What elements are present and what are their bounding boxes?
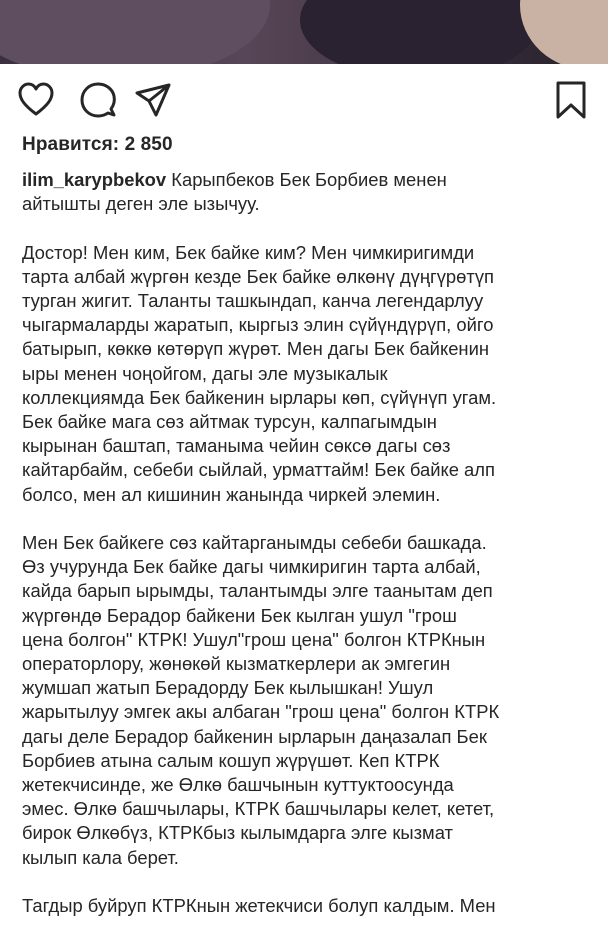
post-caption — [22, 168, 594, 942]
post-action-bar — [0, 80, 608, 120]
bookmark-icon[interactable] — [551, 80, 591, 120]
caption-line: кылып кала берет. — [22, 846, 179, 868]
photo-shape — [520, 0, 608, 64]
caption-paragraph-1 — [22, 241, 594, 507]
caption-line: Мен Бек байкеге сөз кайтарганымды себеби башкада. — [22, 532, 487, 554]
caption-line: батырып, көккө көтөрүп жүрөт. Мен дагы Бек байкенин — [22, 338, 490, 360]
caption-line: Борбиев атына салым кошуп жүрүшөт. Кеп КТРК — [22, 749, 440, 771]
caption-line: бирок Өлкөбүз, КТРКбыз кылымдарга элге кызмат — [22, 822, 453, 844]
caption-line: Достор! Мен ким, Бек байке ким? Мен чимкиригимди — [22, 241, 475, 263]
caption-text: айтышты деген эле ызычуу. — [22, 193, 260, 215]
caption-line: тарта албай жүргөн кезде Бек байке өлкөнү дүңгүрөтүп — [22, 265, 494, 287]
caption-paragraph-3 — [22, 894, 594, 918]
username-link[interactable]: ilim_karypbekov — [22, 169, 167, 190]
photo-shape — [300, 0, 540, 64]
caption-line: ыры менен чоңойгом, дагы эле музыкалык — [22, 362, 388, 384]
comment-bubble-icon[interactable] — [78, 80, 118, 120]
post-photo[interactable] — [0, 0, 608, 64]
caption-paragraph-2 — [22, 531, 594, 870]
caption-line: жетекчисинде, же Өлкө башчынын куттуктоосунда — [22, 774, 454, 796]
caption-line: коллекциямда Бек байкенин ырлары көп, сүйүнүп угам. — [22, 386, 497, 408]
caption-line: кайтарбайм, себеби сыйлай, урматтайм! Бек байке алп — [22, 459, 495, 481]
caption-intro — [22, 168, 594, 216]
caption-line: Бек байке мага сөз айтмак турсун, калпагымдын — [22, 411, 437, 433]
caption-line: цена болгон" КТРК! Ушул"грош цена" болгон КТРКнын — [22, 628, 486, 650]
caption-line: болсо, мен ал кишинин жанында чиркей элемин. — [22, 483, 441, 505]
caption-line: дагы деле Берадор байкенин ырларын даңазалап Бек — [22, 725, 487, 747]
heart-icon[interactable] — [16, 80, 56, 120]
caption-line: жүргөндө Берадор байкени Бек кылган ушул "грош — [22, 604, 457, 626]
photo-shape — [0, 0, 270, 64]
caption-line: Өз учурунда Бек байке дагы чимкиригин тарта албай, — [22, 556, 481, 578]
caption-line: кайда барып ырымды, талантымды элге таанытам деп — [22, 580, 493, 602]
caption-text: Карыпбеков Бек Борбиев менен — [171, 169, 447, 190]
caption-line: Тагдыр буйруп КТРКнын жетекчиси болуп калдым. Мен — [22, 895, 496, 917]
caption-line: кырынан баштап, таманыма чейин сөксө дагы сөз — [22, 435, 451, 457]
caption-line: чыгармаларды жаратып, кыргыз элин сүйүндүрүп, ойго — [22, 314, 494, 336]
caption-line: жумшап жатып Берадорду Бек кылышкан! Ушул — [22, 677, 434, 699]
caption-line: турган жигит. Таланты ташкындап, канча легендарлуу — [22, 290, 484, 311]
caption-line: операторлору, жөнөкөй кызматкерлери ак эмгегин — [22, 653, 451, 675]
likes-count[interactable]: Нравится: 2 850 — [22, 134, 173, 155]
caption-line: эмес. Өлкө башчылары, КТРК башчылары келет, кетет, — [22, 798, 495, 820]
caption-line: жарытылуу эмгек акы албаган "грош цена" болгон КТРК — [22, 701, 500, 723]
paper-plane-icon[interactable] — [133, 80, 173, 120]
